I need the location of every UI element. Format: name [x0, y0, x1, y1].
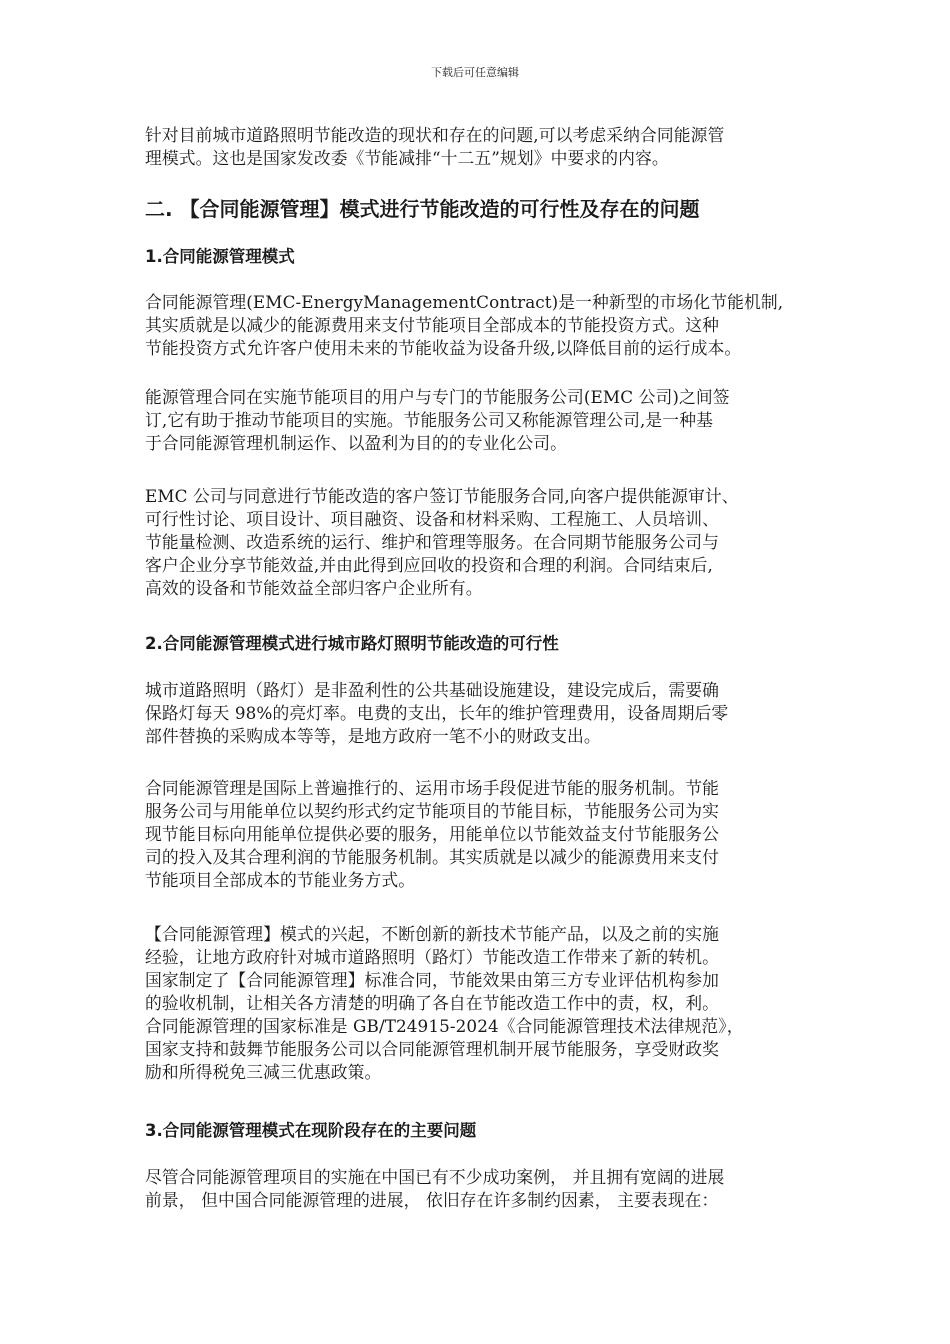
text-line: 国家支持和鼓舞节能服务公司以合同能源管理机制开展节能服务，享受财政奖: [145, 1039, 719, 1059]
text-line: 部件替换的采购成本等等，是地方政府一笔不小的财政支出。: [145, 726, 601, 746]
text-line: 保路灯每天 98%的亮灯率。电费的支出，长年的维护管理费用，设备周期后零: [145, 703, 729, 723]
subsection-heading: 1.合同能源管理模式: [145, 247, 295, 266]
emc-mechanism-paragraph: [145, 777, 719, 892]
text-line: 国家制定了【合同能源管理】标准合同，节能效果由第三方专业评估机构参加: [145, 970, 719, 990]
subsection-heading: 3.合同能源管理模式在现阶段存在的主要问题: [145, 1121, 477, 1140]
text-line: 节能量检测、改造系统的运行、维护和管理等服务。在合同期节能服务公司与: [145, 532, 719, 552]
page-header: 下载后可任意编辑: [431, 66, 519, 79]
emc-services-paragraph: [145, 485, 739, 600]
text-line: EMC 公司与同意进行节能改造的客户签订节能服务合同,向客户提供能源审计、: [145, 486, 739, 506]
text-line: 订,它有助于推动节能项目的实施。节能服务公司又称能源管理公司,是一种基: [145, 410, 713, 430]
text-line: 现节能目标向用能单位提供必要的服务，用能单位以节能效益支付节能服务公: [145, 824, 719, 844]
emc-policy-paragraph: [145, 923, 744, 1084]
text-line: 合同能源管理(EMC-EnergyManagementContract)是一种新型的市场化节能机制,: [145, 292, 784, 312]
text-line: 节能投资方式允许客户使用未来的节能收益为设备升级,以降低目前的运行成本。: [145, 338, 742, 358]
text-line: 经验，让地方政府针对城市道路照明（路灯）节能改造工作带来了新的转机。: [145, 947, 719, 967]
subsection-heading: 2.合同能源管理模式进行城市路灯照明节能改造的可行性: [145, 634, 559, 653]
text-line: 理模式。这也是国家发改委《节能减排“十二五”规划》中要求的内容。: [145, 148, 669, 168]
text-line: 节能项目全部成本的节能业务方式。: [145, 870, 416, 890]
text-line: 其实质就是以减少的能源费用来支付节能项目全部成本的节能投资方式。这种: [145, 315, 719, 335]
problems-intro-paragraph: [145, 1166, 724, 1212]
text-line: 针对目前城市道路照明节能改造的现状和存在的问题,可以考虑采纳合同能源管: [145, 125, 725, 145]
text-line: 能源管理合同在实施节能项目的用户与专门的节能服务公司(EMC 公司)之间签: [145, 387, 730, 407]
text-line: 尽管合同能源管理项目的实施在中国已有不少成功案例， 并且拥有宽阔的进展: [145, 1167, 725, 1187]
text-line: 服务公司与用能单位以契约形式约定节能项目的节能目标，节能服务公司为实: [145, 801, 719, 821]
text-line: 客户企业分享节能效益,并由此得到应回收的投资和合理的利润。合同结束后,: [145, 555, 713, 575]
text-line: 于合同能源管理机制运作、以盈利为目的的专业化公司。: [145, 433, 568, 453]
intro-paragraph: [145, 124, 724, 170]
text-line: 司的投入及其合理利润的节能服务机制。其实质就是以减少的能源费用来支付: [145, 847, 719, 867]
emc-definition-paragraph: [145, 291, 783, 360]
text-line: 励和所得税免三减三优惠政策。: [145, 1062, 382, 1082]
emc-contract-paragraph: [145, 386, 730, 455]
text-line: 合同能源管理是国际上普遍推行的、运用市场手段促进节能的服务机制。节能: [145, 778, 719, 798]
text-line: 【合同能源管理】模式的兴起，不断创新的新技术节能产品，以及之前的实施: [145, 924, 719, 944]
text-line: 的验收机制，让相关各方清楚的明确了各自在节能改造工作中的责，权，利。: [145, 993, 719, 1013]
text-line: 合同能源管理的国家标准是 GB/T24915-2024《合同能源管理技术法律规范》，: [145, 1016, 744, 1036]
street-lighting-paragraph: [145, 679, 728, 748]
section-heading: 二. 【合同能源管理】模式进行节能改造的可行性及存在的问题: [145, 197, 700, 221]
text-line: 城市道路照明（路灯）是非盈利性的公共基础设施建设，建设完成后，需要确: [145, 680, 719, 700]
text-line: 高效的设备和节能效益全部归客户企业所有。: [145, 578, 483, 598]
text-line: 可行性讨论、项目设计、项目融资、设备和材料采购、工程施工、人员培训、: [145, 509, 719, 529]
text-line: 前景， 但中国合同能源管理的进展， 依旧存在许多制约因素， 主要表现在：: [145, 1190, 719, 1210]
